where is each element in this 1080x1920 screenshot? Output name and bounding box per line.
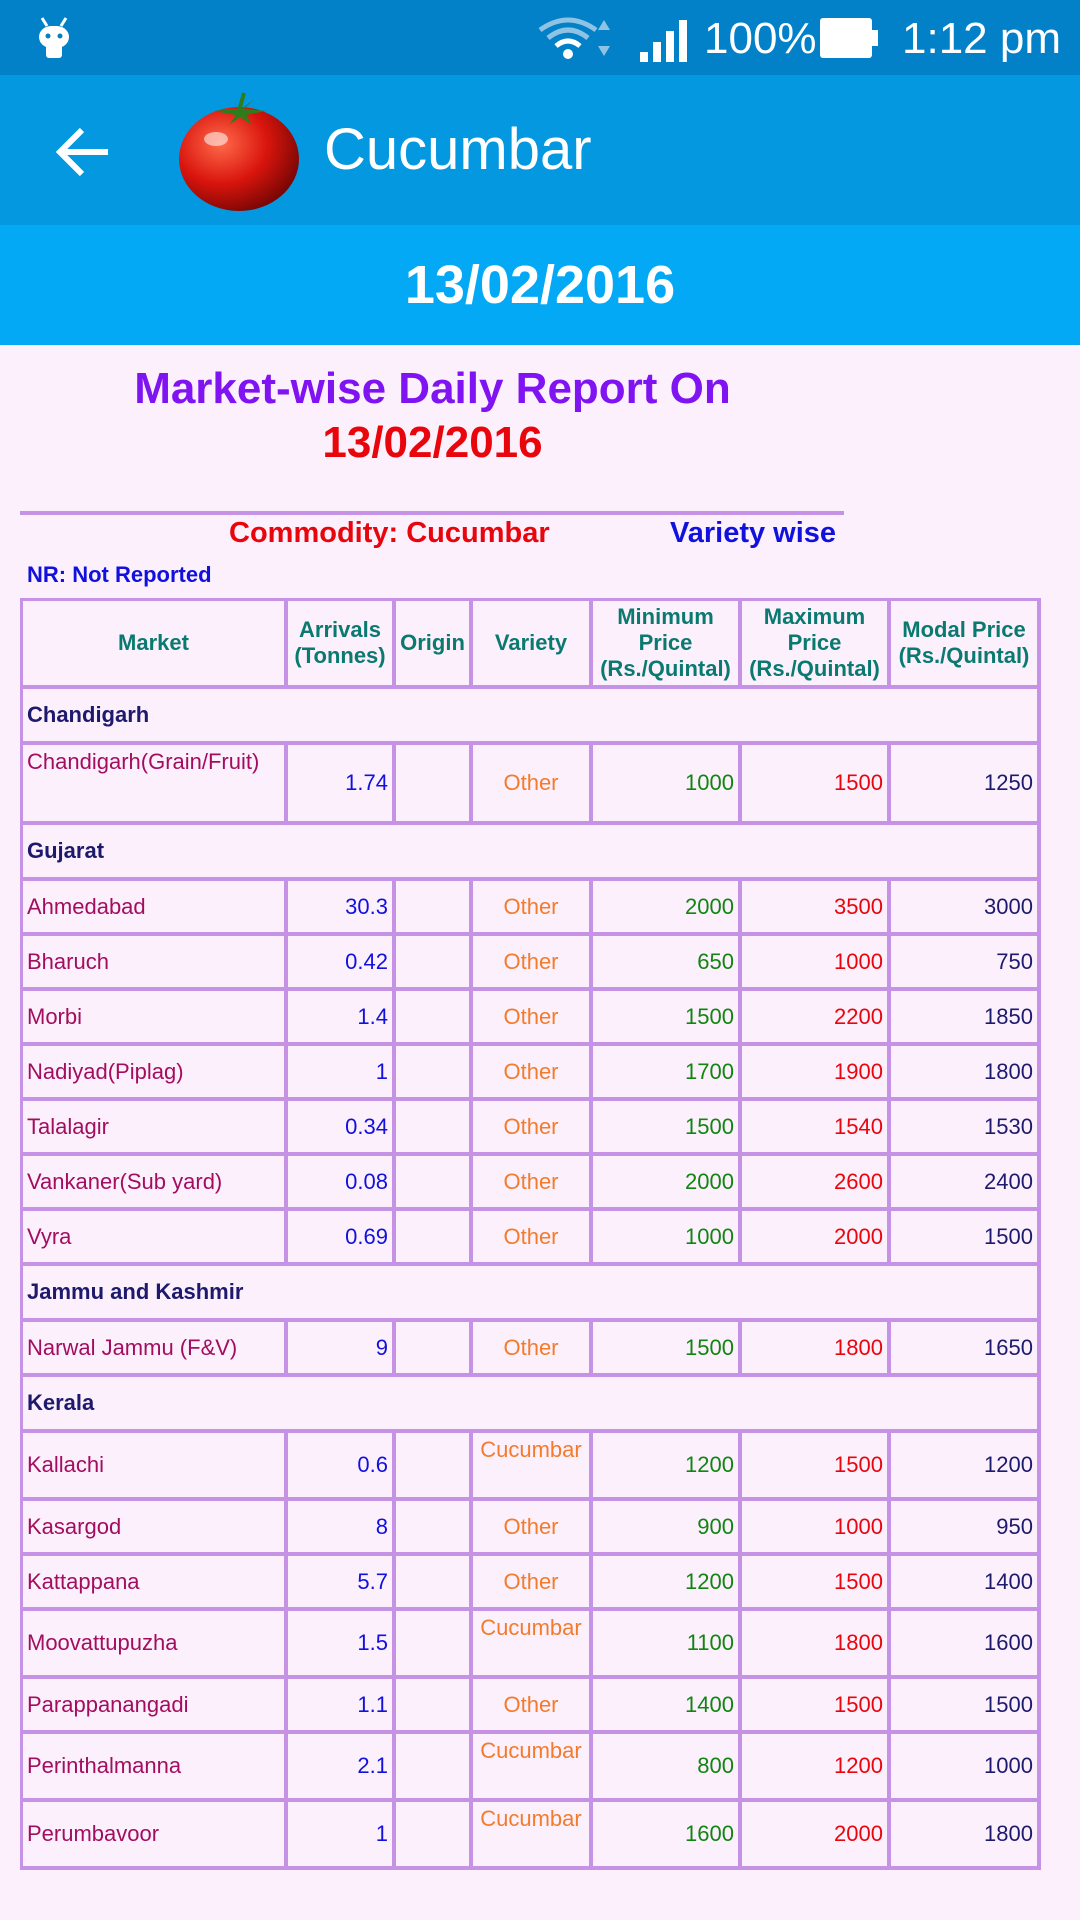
cell-variety: Other xyxy=(473,1556,593,1611)
cell-modal-price: 1650 xyxy=(891,1322,1041,1377)
cell-variety: Other xyxy=(473,1211,593,1266)
header-modal-price: Modal Price (Rs./Quintal) xyxy=(891,601,1041,689)
table-row xyxy=(23,1211,1041,1266)
cell-variety: Cucumbar xyxy=(473,1734,593,1802)
cell-market: Kasargod xyxy=(23,1501,288,1556)
cell-modal-price: 1530 xyxy=(891,1101,1041,1156)
cell-variety: Other xyxy=(473,1156,593,1211)
cell-origin xyxy=(396,1322,473,1377)
cell-max-price: 1500 xyxy=(742,1679,891,1734)
cell-modal-price: 1800 xyxy=(891,1046,1041,1101)
cell-min-price: 1000 xyxy=(593,745,742,825)
cell-origin xyxy=(396,1802,473,1870)
state-name: Chandigarh xyxy=(23,689,1041,745)
cell-origin xyxy=(396,881,473,936)
cell-min-price: 1500 xyxy=(593,1322,742,1377)
table-row xyxy=(23,1611,1041,1679)
cell-modal-price: 2400 xyxy=(891,1156,1041,1211)
cell-modal-price: 3000 xyxy=(891,881,1041,936)
cell-market: Parappanangadi xyxy=(23,1679,288,1734)
status-bar xyxy=(0,0,1080,75)
table-row xyxy=(23,1156,1041,1211)
table-row xyxy=(23,881,1041,936)
cell-max-price: 2000 xyxy=(742,1802,891,1870)
date-bar: 13/02/2016 xyxy=(0,225,1080,345)
cell-market: Ahmedabad xyxy=(23,881,288,936)
cell-origin xyxy=(396,1611,473,1679)
header-min-price: Minimum Price (Rs./Quintal) xyxy=(593,601,742,689)
cell-modal-price: 1500 xyxy=(891,1211,1041,1266)
cell-max-price: 1900 xyxy=(742,1046,891,1101)
cell-modal-price: 1200 xyxy=(891,1433,1041,1501)
cell-modal-price: 1850 xyxy=(891,991,1041,1046)
cell-min-price: 1500 xyxy=(593,1101,742,1156)
back-arrow-icon[interactable] xyxy=(56,127,112,177)
table-row xyxy=(23,745,1041,825)
market-report-table xyxy=(20,598,1041,1870)
signal-icon xyxy=(638,18,692,62)
cell-min-price: 1700 xyxy=(593,1046,742,1101)
cell-market: Perinthalmanna xyxy=(23,1734,288,1802)
nr-note: NR: Not Reported xyxy=(27,562,212,587)
cell-variety: Other xyxy=(473,991,593,1046)
cell-modal-price: 1400 xyxy=(891,1556,1041,1611)
cell-variety: Other xyxy=(473,1101,593,1156)
cell-modal-price: 1500 xyxy=(891,1679,1041,1734)
table-row xyxy=(23,936,1041,991)
android-icon xyxy=(36,14,72,62)
cell-origin xyxy=(396,1101,473,1156)
cell-arrivals: 9 xyxy=(288,1322,396,1377)
cell-market: Talalagir xyxy=(23,1101,288,1156)
cell-arrivals: 1.4 xyxy=(288,991,396,1046)
cell-min-price: 1500 xyxy=(593,991,742,1046)
table-row xyxy=(23,1802,1041,1870)
cell-market: Narwal Jammu (F&V) xyxy=(23,1322,288,1377)
report-title-line1: Market-wise Daily Report On xyxy=(134,364,731,413)
cell-arrivals: 1.74 xyxy=(288,745,396,825)
cell-arrivals: 1.5 xyxy=(288,1611,396,1679)
cell-max-price: 2200 xyxy=(742,991,891,1046)
header-market: Market xyxy=(23,601,288,689)
table-row xyxy=(23,1433,1041,1501)
cell-origin xyxy=(396,991,473,1046)
cell-arrivals: 8 xyxy=(288,1501,396,1556)
cell-max-price: 1000 xyxy=(742,936,891,991)
cell-modal-price: 1800 xyxy=(891,1802,1041,1870)
report-title xyxy=(0,362,865,470)
cell-market: Vankaner(Sub yard) xyxy=(23,1156,288,1211)
cell-modal-price: 1250 xyxy=(891,745,1041,825)
state-row xyxy=(23,1377,1041,1433)
header-origin: Origin xyxy=(396,601,473,689)
cell-max-price: 1500 xyxy=(742,1433,891,1501)
cell-max-price: 1500 xyxy=(742,1556,891,1611)
cell-min-price: 2000 xyxy=(593,1156,742,1211)
cell-market: Kallachi xyxy=(23,1433,288,1501)
table-row xyxy=(23,1322,1041,1377)
cell-max-price: 1540 xyxy=(742,1101,891,1156)
cell-variety: Other xyxy=(473,881,593,936)
battery-percent: 100% xyxy=(704,14,817,63)
state-name: Gujarat xyxy=(23,825,1041,881)
battery-icon xyxy=(820,18,878,58)
cell-variety: Other xyxy=(473,745,593,825)
table-row xyxy=(23,1556,1041,1611)
cell-modal-price: 1000 xyxy=(891,1734,1041,1802)
cell-variety: Other xyxy=(473,1501,593,1556)
table-row xyxy=(23,1046,1041,1101)
cell-max-price: 1800 xyxy=(742,1611,891,1679)
cell-max-price: 3500 xyxy=(742,881,891,936)
cell-origin xyxy=(396,745,473,825)
cell-origin xyxy=(396,1556,473,1611)
cell-max-price: 1000 xyxy=(742,1501,891,1556)
cell-market: Vyra xyxy=(23,1211,288,1266)
cell-market: Nadiyad(Piplag) xyxy=(23,1046,288,1101)
header-variety: Variety xyxy=(473,601,593,689)
report-title-date: 13/02/2016 xyxy=(322,418,543,467)
cell-min-price: 1400 xyxy=(593,1679,742,1734)
cell-max-price: 1200 xyxy=(742,1734,891,1802)
state-row xyxy=(23,1266,1041,1322)
cell-variety: Other xyxy=(473,1046,593,1101)
cell-market: Chandigarh(Grain/Fruit) xyxy=(23,745,288,825)
table-header-row xyxy=(23,601,1041,689)
cell-min-price: 900 xyxy=(593,1501,742,1556)
cell-variety: Other xyxy=(473,1679,593,1734)
clock: 1:12 pm xyxy=(902,14,1061,63)
table-row xyxy=(23,1501,1041,1556)
cell-min-price: 1000 xyxy=(593,1211,742,1266)
cell-origin xyxy=(396,1433,473,1501)
app-title: Cucumbar xyxy=(324,117,592,182)
divider xyxy=(20,511,844,515)
cell-arrivals: 0.08 xyxy=(288,1156,396,1211)
cell-market: Bharuch xyxy=(23,936,288,991)
cell-min-price: 1200 xyxy=(593,1433,742,1501)
cell-arrivals: 0.34 xyxy=(288,1101,396,1156)
cell-max-price: 2000 xyxy=(742,1211,891,1266)
cell-modal-price: 950 xyxy=(891,1501,1041,1556)
commodity-label: Commodity: Cucumbar xyxy=(229,517,550,549)
cell-variety: Cucumbar xyxy=(473,1802,593,1870)
cell-min-price: 1600 xyxy=(593,1802,742,1870)
cell-arrivals: 0.69 xyxy=(288,1211,396,1266)
variety-wise-label: Variety wise xyxy=(670,517,837,549)
cell-modal-price: 1600 xyxy=(891,1611,1041,1679)
cell-arrivals: 5.7 xyxy=(288,1556,396,1611)
cell-min-price: 650 xyxy=(593,936,742,991)
cell-variety: Other xyxy=(473,936,593,991)
wifi-icon xyxy=(538,16,616,62)
state-row xyxy=(23,825,1041,881)
cell-min-price: 2000 xyxy=(593,881,742,936)
cell-origin xyxy=(396,1501,473,1556)
cell-market: Perumbavoor xyxy=(23,1802,288,1870)
cell-arrivals: 2.1 xyxy=(288,1734,396,1802)
cell-arrivals: 1.1 xyxy=(288,1679,396,1734)
cell-min-price: 800 xyxy=(593,1734,742,1802)
cell-arrivals: 0.42 xyxy=(288,936,396,991)
cell-variety: Cucumbar xyxy=(473,1433,593,1501)
cell-arrivals: 1 xyxy=(288,1802,396,1870)
header-max-price: Maximum Price (Rs./Quintal) xyxy=(742,601,891,689)
state-row xyxy=(23,689,1041,745)
cell-origin xyxy=(396,1734,473,1802)
cell-origin xyxy=(396,1679,473,1734)
tomato-logo-icon xyxy=(174,89,304,215)
table-row xyxy=(23,1101,1041,1156)
cell-modal-price: 750 xyxy=(891,936,1041,991)
cell-origin xyxy=(396,936,473,991)
cell-origin xyxy=(396,1211,473,1266)
cell-min-price: 1200 xyxy=(593,1556,742,1611)
header-arrivals: Arrivals (Tonnes) xyxy=(288,601,396,689)
cell-min-price: 1100 xyxy=(593,1611,742,1679)
cell-market: Moovattupuzha xyxy=(23,1611,288,1679)
cell-arrivals: 1 xyxy=(288,1046,396,1101)
cell-origin xyxy=(396,1156,473,1211)
cell-max-price: 1800 xyxy=(742,1322,891,1377)
table-row xyxy=(23,1679,1041,1734)
cell-variety: Cucumbar xyxy=(473,1611,593,1679)
table-row xyxy=(23,1734,1041,1802)
cell-max-price: 1500 xyxy=(742,745,891,825)
cell-market: Kattappana xyxy=(23,1556,288,1611)
cell-variety: Other xyxy=(473,1322,593,1377)
app-bar xyxy=(0,75,1080,225)
state-name: Kerala xyxy=(23,1377,1041,1433)
cell-arrivals: 0.6 xyxy=(288,1433,396,1501)
cell-max-price: 2600 xyxy=(742,1156,891,1211)
cell-origin xyxy=(396,1046,473,1101)
state-name: Jammu and Kashmir xyxy=(23,1266,1041,1322)
cell-arrivals: 30.3 xyxy=(288,881,396,936)
table-body xyxy=(23,689,1041,1870)
table-row xyxy=(23,991,1041,1046)
cell-market: Morbi xyxy=(23,991,288,1046)
